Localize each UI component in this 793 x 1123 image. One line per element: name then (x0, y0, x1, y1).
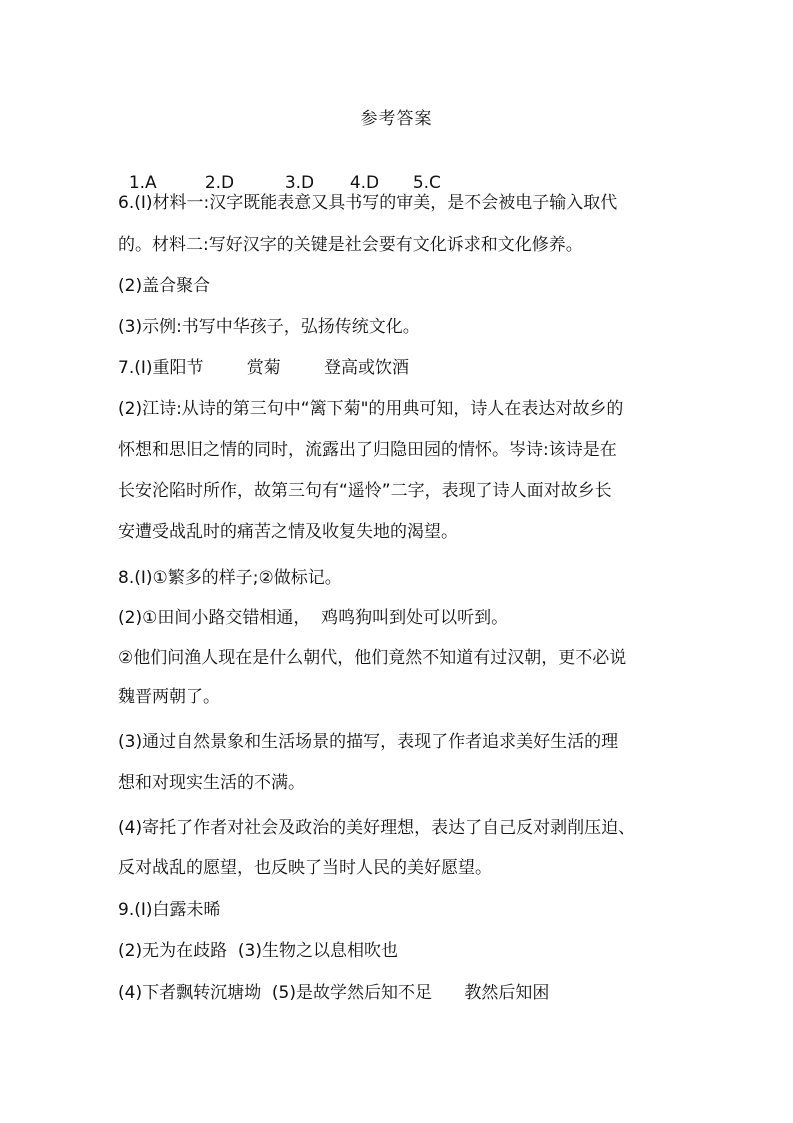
answer-line: ②他们问渔人现在是什么朝代，他们竟然不知道有过汉朝，更不必说 (118, 648, 627, 668)
answer-line: (4)寄托了作者对社会及政治的美好理想，表达了自己反对剥削压迫、 (118, 818, 636, 838)
answer-line: (2)江诗:从诗的第三句中“篱下菊"的用典可知，诗人在表达对故乡的 (118, 399, 624, 419)
answer-line: 6.(Ⅰ)材料一:汉字既能表意又具书写的审美，是不会被电子输入取代 (118, 193, 618, 213)
answer-line: (3)示例:书写中华孩子，弘扬传统文化。 (118, 317, 420, 337)
answer-line: 魏晋两朝了。 (118, 687, 220, 707)
answer-3: 3.D (284, 173, 315, 193)
answer-line: 想和对现实生活的不满。 (118, 773, 305, 793)
answer-line: (2)无为在歧路 (3)生物之以息相吹也 (118, 941, 398, 961)
answer-5: 5.C (412, 173, 441, 193)
answer-line: (4)下者飘转沉塘坳 (5)是故学然后知不足 教然后知困 (118, 983, 550, 1003)
answer-2: 2.D (204, 173, 235, 193)
answer-line: 9.(I)白露未晞 (118, 900, 221, 920)
multiple-choice-answers (118, 147, 441, 195)
answer-line: 怀想和思旧之情的同时，流露出了归隐田园的情怀。岑诗:该诗是在 (118, 440, 617, 460)
page-title: 参考答案 (360, 109, 433, 129)
answer-line: 长安沦陷时所作，故第三句有“遥怜”二字，表现了诗人面对故乡长 (118, 481, 612, 501)
answer-line: (2)盖合聚合 (118, 276, 211, 296)
answer-line: 7.(I)重阳节 赏菊 登高或饮酒 (118, 358, 409, 378)
answer-line: 安遭受战乱时的痛苦之情及收复失地的渴望。 (118, 522, 458, 542)
answer-line: (2)①田间小路交错相通， 鸡鸣狗叫到处可以听到。 (118, 608, 509, 628)
answer-1: 1.A (128, 173, 157, 193)
answer-line: 反对战乱的愿望，也反映了当时人民的美好愿望。 (118, 858, 492, 878)
answer-line: 8.(Ⅰ)①繁多的样子;②做标记。 (118, 568, 342, 588)
answer-line: (3)通过自然景象和生活场景的描写，表现了作者追求美好生活的理 (118, 732, 619, 752)
answer-4: 4.D (349, 173, 380, 193)
answer-line: 的。材料二:写好汉字的关键是社会要有文化诉求和文化修养。 (118, 235, 583, 255)
